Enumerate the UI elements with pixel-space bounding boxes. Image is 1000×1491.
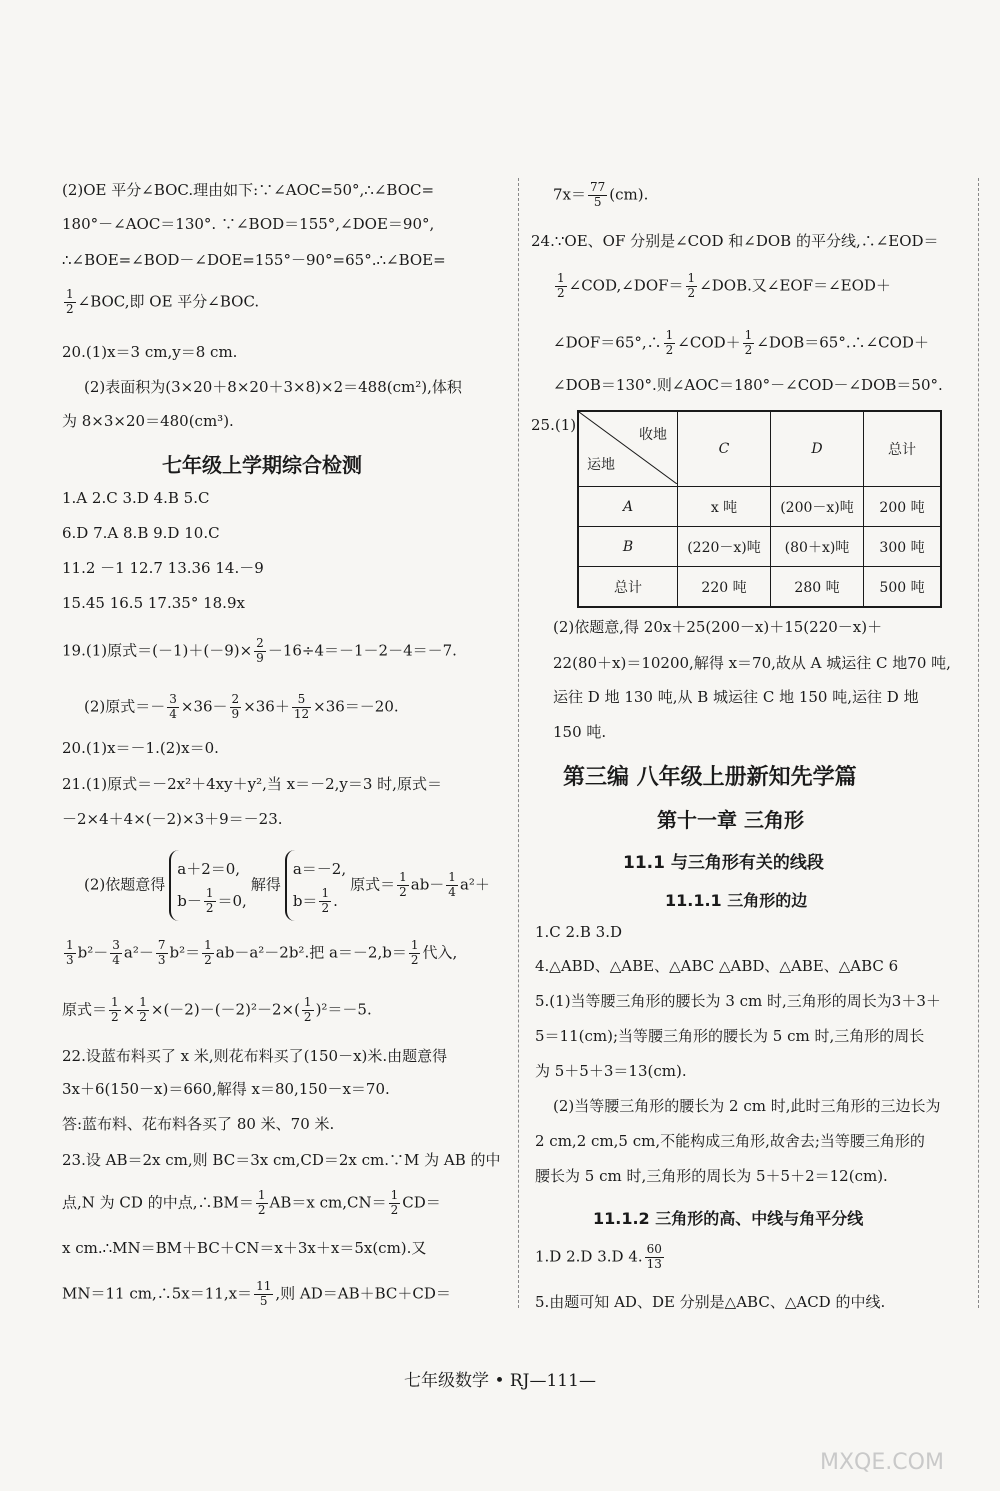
chapter-title: 第十一章 三角形	[657, 808, 804, 832]
q22-line1: 22.设蓝布料买了 x 米,则花布料买了(150－x)米.由题意得	[62, 1047, 448, 1065]
subsection-11-1-1-title: 11.1.1 三角形的边	[665, 891, 808, 910]
q23-line4: MN＝11 cm,∴5x＝11,x＝ $\frac{11}{5}$ ,则 AD＝AB＋BC＋CD＝	[62, 1279, 451, 1308]
q21-part2-result: 原式＝ $\frac{1}{2}$ × $\frac{1}{2}$ ×(－2)－(－2)²－2×( $\frac{1}{2}$ )²＝－5.	[62, 995, 372, 1024]
part-title: 第三编 八年级上册新知先学篇	[563, 765, 857, 790]
table-cell: B	[578, 527, 678, 567]
right-edge-divider	[978, 178, 979, 1308]
q19-part2-line4: $\frac{1}{2}$ ∠BOC,即 OE 平分∠BOC.	[66, 287, 260, 316]
s2-answer-5: 5.由题可知 AD、DE 分别是△ABC、△ACD 的中线.	[535, 1293, 886, 1311]
table-cell: (200－x)吨	[771, 487, 864, 527]
q19-part1: 19.(1)原式＝(－1)＋(－9)× $\frac{2}{9}$ －16÷4＝－1－2－4＝－7.	[62, 636, 457, 665]
table-cell: 总计	[578, 567, 678, 608]
column-divider	[518, 178, 519, 1308]
q25-part2-line4: 150 吨.	[553, 723, 607, 741]
solution-brace: a＝－2, b＝ $\frac{1}{2}$ .	[285, 850, 346, 921]
answers-1-5: 1.A 2.C 3.D 4.B 5.C	[62, 489, 210, 507]
q21-line2: －2×4＋4×(－2)×3＋9＝－23.	[62, 810, 283, 828]
q20-solutions: 20.(1)x＝－1.(2)x＝0.	[62, 739, 219, 757]
watermark: MXQE.COM	[820, 1450, 944, 1475]
q23-line2: 点,N 为 CD 的中点,∴BM＝ $\frac{1}{2}$ AB＝x cm,CN＝ $\frac{1}{2}$ CD＝	[62, 1188, 441, 1217]
s1-answer-4: 4.△ABD、△ABE、△ABC △ABD、△ABE、△ABC 6	[535, 957, 899, 975]
q24-line1: 24.∵OE、OF 分别是∠COD 和∠DOB 的平分线,∴∠EOD＝	[531, 232, 939, 250]
s1-answer-5-line2: 5＝11(cm);当等腰三角形的腰长为 5 cm 时,三角形的周长	[535, 1027, 925, 1045]
corner-top-label: 收地	[639, 427, 667, 443]
q25-part2-line3: 运往 D 地 130 吨,从 B 城运往 C 地 150 吨,运往 D 地	[553, 688, 919, 706]
s2-answers-1-4: 1.D 2.D 3.D 4. $\frac{60}{13}$	[535, 1242, 662, 1271]
table-cell: 500 吨	[864, 567, 942, 608]
table-cell: 280 吨	[771, 567, 864, 608]
q19-part2: (2)原式＝－ $\frac{3}{4}$ ×36－ $\frac{2}{9}$ ×36＋ $\frac{5}{12}$ ×36＝－20.	[84, 692, 399, 721]
q20-part2-line2: 为 8×3×20＝480(cm³).	[62, 412, 234, 430]
table-header: C	[678, 411, 771, 487]
answers-15-18: 15.45 16.5 17.35° 18.9x	[62, 594, 245, 612]
q19-part2-line3: ∴∠BOE=∠BOD－∠DOE=155°－90°=65°.∴∠BOE=	[62, 251, 446, 269]
q20-part1: 20.(1)x＝3 cm,y＝8 cm.	[62, 343, 238, 361]
q25-part2-line2: 22(80＋x)＝10200,解得 x＝70,故从 A 城运往 C 地70 吨,	[553, 654, 951, 672]
fraction: $\frac{1}{2}$	[66, 287, 74, 316]
q22-answer: 答:蓝布料、花布料各买了 80 米、70 米.	[62, 1115, 335, 1133]
s1-answer-5b-line3: 腰长为 5 cm 时,三角形的周长为 5＋5＋2＝12(cm).	[535, 1167, 888, 1185]
table-cell: A	[578, 487, 678, 527]
q19-part2-line1: (2)OE 平分∠BOC.理由如下:∵∠AOC=50°,∴∠BOC=	[62, 181, 435, 199]
s1-answer-5b-line1: (2)当等腰三角形的腰长为 2 cm 时,此时三角形的三边长为	[553, 1097, 941, 1115]
table-cell: x 吨	[678, 487, 771, 527]
q24-line4: ∠DOB＝130°.则∠AOC＝180°－∠COD－∠DOB＝50°.	[553, 376, 943, 394]
section-title: 七年级上学期综合检测	[162, 453, 362, 477]
subsection-11-1-2-title: 11.1.2 三角形的高、中线与角平分线	[593, 1209, 864, 1228]
q25-part2-line1: (2)依题意,得 20x＋25(200－x)＋15(220－x)＋	[553, 618, 883, 636]
table-cell: 300 吨	[864, 527, 942, 567]
s1-answers-1-3: 1.C 2.B 3.D	[535, 923, 622, 941]
table-header: 总计	[864, 411, 942, 487]
table-row	[578, 487, 941, 527]
q22-line2: 3x＋6(150－x)＝660,解得 x＝80,150－x＝70.	[62, 1080, 390, 1098]
table-header: D	[771, 411, 864, 487]
table-row	[578, 527, 941, 567]
q24-line3: ∠DOF＝65°,∴ $\frac{1}{2}$ ∠COD＋ $\frac{1}{2}$ ∠DOB＝65°.∴∠COD＋	[553, 328, 929, 357]
q24-line2: $\frac{1}{2}$ ∠COD,∠DOF＝ $\frac{1}{2}$ ∠DOB.又∠EOF＝∠EOD＋	[557, 271, 891, 300]
section-11-1-title: 11.1 与三角形有关的线段	[623, 853, 824, 873]
page-footer: 七年级数学 • RJ—111—	[404, 1371, 596, 1391]
table-row	[578, 567, 941, 608]
table-cell: 200 吨	[864, 487, 942, 527]
q20-part2-line1: (2)表面积为(3×20＋8×20＋3×8)×2＝488(cm²),体积	[84, 378, 462, 396]
corner-bottom-label: 运地	[587, 457, 615, 473]
table-corner-cell	[578, 411, 678, 487]
q21-line1: 21.(1)原式＝－2x²＋4xy＋y²,当 x＝－2,y＝3 时,原式＝	[62, 775, 442, 793]
s1-answer-5-line3: 为 5＋5＋3＝13(cm).	[535, 1062, 687, 1080]
s1-answer-5-line1: 5.(1)当等腰三角形的腰长为 3 cm 时,三角形的周长为3＋3＋	[535, 992, 941, 1010]
q21-part2-system: (2)依题意得 a＋2＝0, b－ $\frac{1}{2}$ ＝0, 解得 a＝－2, b＝ $\frac{1}{2}$ . 原式＝ $\frac{1}{2}$ ab－ $\frac{1}{4}$ a²＋	[84, 850, 490, 921]
q23-continued: 7x＝ $\frac{77}{5}$ (cm).	[553, 180, 649, 209]
q19-part2-line2: 180°－∠AOC＝130°. ∵∠BOD＝155°,∠DOE＝90°,	[62, 215, 435, 233]
q25-label: 25.(1)	[531, 416, 577, 434]
q23-line3: x cm.∴MN＝BM＋BC＋CN＝x＋3x＋x＝5x(cm).又	[62, 1239, 427, 1257]
answers-6-10: 6.D 7.A 8.B 9.D 10.C	[62, 524, 220, 542]
table-cell: 220 吨	[678, 567, 771, 608]
q21-part2-expansion: $\frac{1}{3}$ b²－ $\frac{3}{4}$ a²－ $\frac{7}{3}$ b²＝ $\frac{1}{2}$ ab－a²－2b².把 a＝－2,b＝ $\frac{1}{2}$ 代入,	[66, 938, 458, 967]
transport-table	[577, 410, 942, 608]
table-cell: (220－x)吨	[678, 527, 771, 567]
answers-11-14: 11.2 －1 12.7 13.36 14.－9	[62, 559, 264, 577]
table-cell: (80＋x)吨	[771, 527, 864, 567]
s1-answer-5b-line2: 2 cm,2 cm,5 cm,不能构成三角形,故舍去;当等腰三角形的	[535, 1132, 925, 1150]
q23-line1: 23.设 AB＝2x cm,则 BC＝3x cm,CD＝2x cm.∵M 为 AB 的中	[62, 1151, 501, 1169]
equation-system-brace: a＋2＝0, b－ $\frac{1}{2}$ ＝0,	[169, 850, 247, 921]
